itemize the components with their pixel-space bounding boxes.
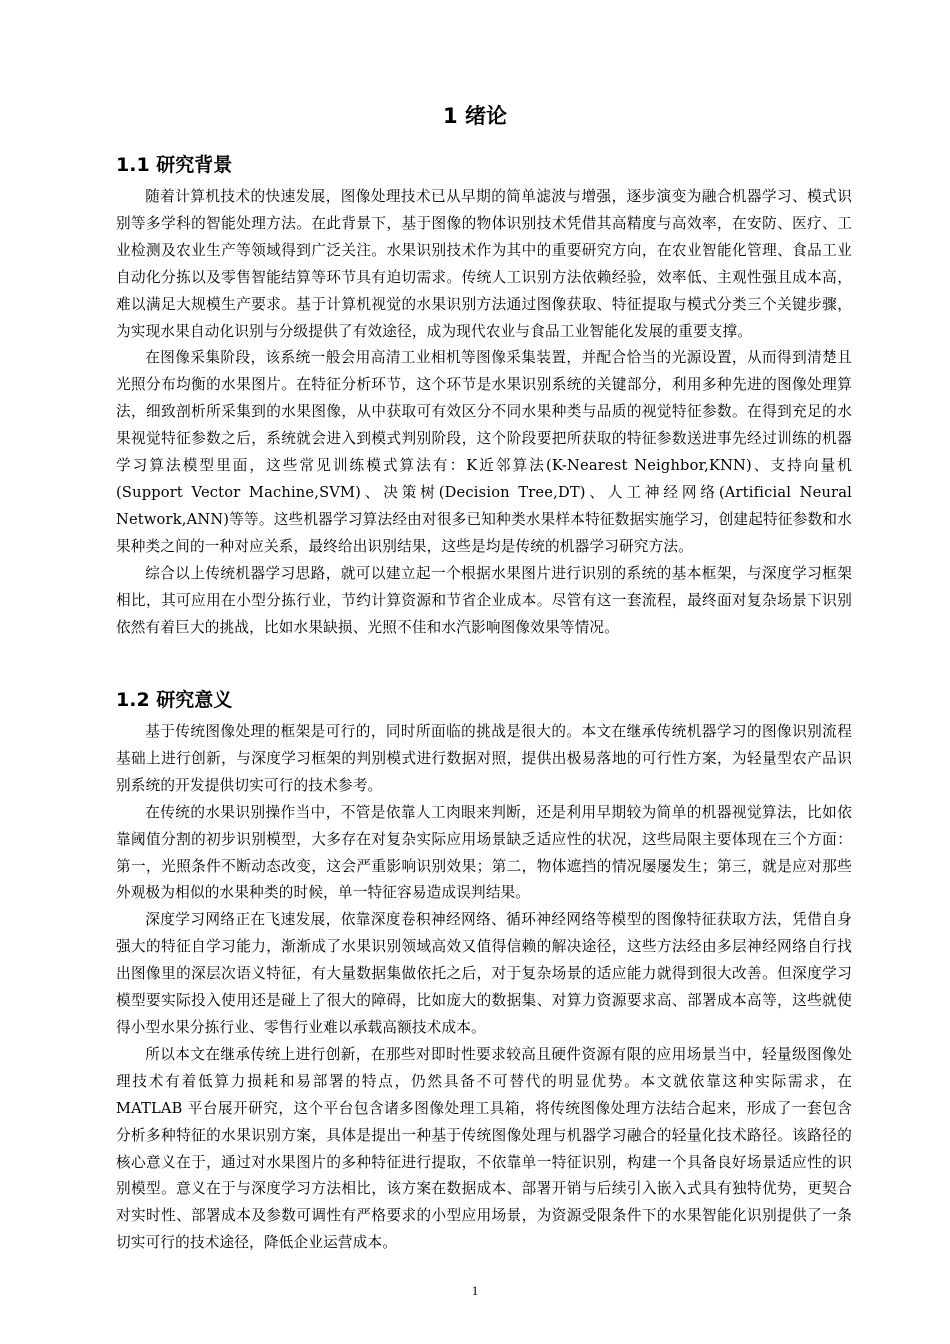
paragraph: 所以本文在继承传统上进行创新，在那些对即时性要求较高且硬件资源有限的应用场景当中，轻量级图像处理技术有着低算力损耗和易部署的特点，仍然具备不可替代的明显优势。本文就依靠这种实际需求，在 MATLAB 平台展开研究，这个平台包含诸多图像处理工具箱，将传统图像处理方法结合起来，形成了一套包含分析多种特征的水果识别方案，具体是提出一种基于传统图像处理与机器学习融合的轻量化技术路径。该路径的核心意义在于，通过对水果图片的多种特征进行提取，不依靠单一特征识别，构建一个具备良好场景适应性的识别模型。意义在于与深度学习方法相比，该方案在数据成本、部署开销与后续引入嵌入式具有独特优势，更契合对实时性、部署成本及参数可调性有严格要求的小型应用场景，为资源受限条件下的水果智能化识别提供了一条切实可行的技术途径，降低企业运营成本。	[116, 1045, 852, 1252]
page-number: 1	[471, 1283, 479, 1298]
paragraph: 综合以上传统机器学习思路，就可以建立起一个根据水果图片进行识别的系统的基本框架，与深度学习框架相比，其可应用在小型分拣行业，节约计算资源和节省企业成本。尽管有这一套流程，最终面对复杂场景下识别依然有着巨大的挑战，比如水果缺损、光照不佳和水汽影响图像效果等情况。	[116, 564, 852, 636]
paragraph: 基于传统图像处理的框架是可行的，同时所面临的挑战是很大的。本文在继承传统机器学习的图像识别流程基础上进行创新，与深度学习框架的判别模式进行数据对照，提供出极易落地的可行性方案，为轻量型农产品识别系统的开发提供切实可行的技术参考。	[116, 723, 852, 794]
paragraph: 深度学习网络正在飞速发展，依靠深度卷积神经网络、循环神经网络等模型的图像特征获取方法，凭借自身强大的特征自学习能力，渐渐成了水果识别领域高效又值得信赖的解决途径，这些方法经由多层神经网络自行找出图像里的深层次语义特征，有大量数据集做依托之后，对于复杂场景的适应能力就得到很大改善。但深度学习模型要实际投入使用还是碰上了很大的障碍，比如庞大的数据集、对算力资源要求高、部署成本高等，这些就使得小型水果分拣行业、零售行业难以承载高额技术成本。	[116, 911, 852, 1036]
paragraph: 在图像采集阶段，该系统一般会用高清工业相机等图像采集装置，并配合恰当的光源设置，从而得到清楚且光照分布均衡的水果图片。在特征分析环节，这个环节是水果识别系统的关键部分，利用多种先进的图像处理算法，细致剖析所采集到的水果图像，从中获取可有效区分不同水果种类与品质的视觉特征参数。在得到充足的水果视觉特征参数之后，系统就会进入到模式判别阶段，这个阶段要把所获取的特征参数送进事先经过训练的机器学习算法模型里面，这些常见训练模式算法有：K近邻算法(K-Nearest Neighbor,KNN)、支持向量机(Support Vector Machine,SVM)、决策树(Decision Tree,DT)、人工神经网络(Artificial Neural Network,ANN)等等。这些机器学习算法经由对很多已知种类水果样本特征数据实施学习，创建起特征参数和水果种类之间的一种对应关系，最终给出识别结果，这些是均是传统的机器学习研究方法。	[116, 349, 852, 555]
section-research-significance	[116, 685, 852, 1257]
chapter-title: 1 绪论	[443, 104, 507, 128]
section-title: 1.2 研究意义	[116, 689, 233, 711]
paragraph: 随着计算机技术的快速发展，图像处理技术已从早期的简单滤波与增强，逐步演变为融合机器学习、模式识别等多学科的智能处理方法。在此背景下，基于图像的物体识别技术凭借其高精度与高效率，在安防、医疗、工业检测及农业生产等领域得到广泛关注。水果识别技术作为其中的重要研究方向，在农业智能化管理、食品工业自动化分拣以及零售智能结算等环节具有迫切需求。传统人工识别方法依赖经验，效率低、主观性强且成本高，难以满足大规模生产要求。基于计算机视觉的水果识别方法通过图像获取、特征提取与模式分类三个关键步骤，为实现水果自动化识别与分级提供了有效途径，成为现代农业与食品工业智能化发展的重要支撑。	[116, 188, 852, 340]
section-research-background	[116, 150, 852, 641]
paragraph: 在传统的水果识别操作当中，不管是依靠人工肉眼来判断，还是利用早期较为简单的机器视觉算法，比如依靠阈值分割的初步识别模型，大多存在对复杂实际应用场景缺乏适应性的状况，这些局限主要体现在三个方面：第一，光照条件不断动态改变，这会严重影响识别效果；第二，物体遮挡的情况屡屡发生；第三，就是应对那些外观极为相似的水果种类的时候，单一特征容易造成误判结果。	[116, 803, 852, 902]
section-title: 1.1 研究背景	[116, 154, 233, 176]
